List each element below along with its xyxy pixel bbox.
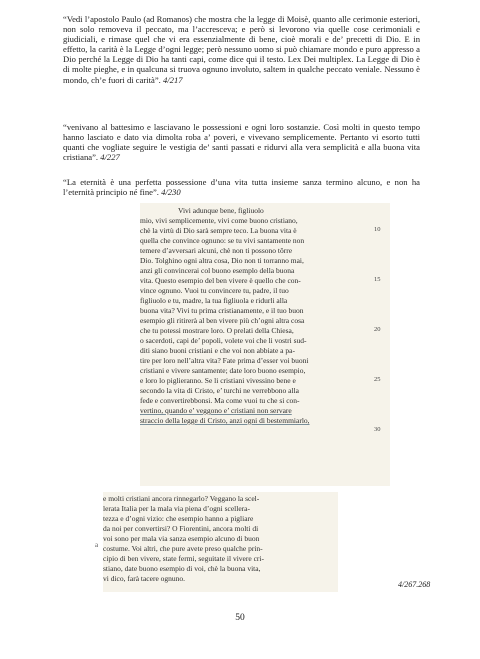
clipping-line: che tu potessi mostrare loro. O prelati della Chiesa,: [140, 326, 294, 335]
clipping-line: vi dico, farà tacere ognuno.: [103, 574, 186, 583]
paragraph-3-reference: 4/230: [161, 187, 181, 198]
clipping-line: cipio di ben vivere, state fermi, seguitate il vivere cri-: [103, 554, 264, 563]
paragraph-3: [63, 177, 420, 197]
page-number: 50: [235, 613, 245, 623]
clipping-line: tezza e d’ogni vizio: che esempio hanno a pigliare: [103, 514, 254, 523]
clipping-line: tire per loro nell’altra vita? Fate prima d’esser voi buoni: [140, 356, 309, 365]
paragraph-2-reference: 4/227: [100, 152, 120, 163]
clipping-line: costume. Voi altri, che pure avete preso qualche prin-: [103, 544, 263, 553]
book-clipping-bottom: [103, 492, 338, 592]
clipping-line: lerata Italia per la mala via piena d’ogni scellera-: [103, 504, 251, 513]
clipping-line: Dio. Tolghino ogni altra cosa, Dio non ti torranno mai,: [140, 256, 304, 265]
clipping-line: buona vita? Vivi tu prima cristianamente, e il tuo buon: [140, 306, 304, 315]
line-number: 15: [374, 276, 381, 283]
clipping-line: e loro lo piglieranno. Se li cristiani vivessino bene e: [140, 376, 296, 385]
clipping-line: o sacerdoti, capi de’ popoli, volete voi che li vostri sud-: [140, 336, 307, 345]
clipping-line-highlighted: straccio della legge di Cristo, anzi ogni di bestemmiarlo,: [140, 416, 310, 425]
clipping-line: anzi gli convincerai col buono esemplo della buona: [140, 266, 295, 275]
paragraph-3-text: “La eternità è una perfetta possessione d’una vita tutta insieme sanza termino alcuno, e non ha l’eternità principio né fine”.: [63, 177, 420, 198]
margin-letter: a: [95, 541, 99, 549]
line-number: 10: [374, 226, 381, 233]
clipping-line: voi sono per mala via sanza esempio alcuno di buon: [103, 534, 260, 543]
clipping-line: stiano, date buono esempio di voi, chè la buona vita,: [103, 564, 261, 573]
clipping-line: figliuolo e tu, madre, la tua figliuola e ridurli alla: [140, 296, 288, 305]
line-number: 25: [374, 376, 381, 383]
paragraph-1: [63, 14, 420, 85]
clipping-line: da noi per convertirsi? O Fiorentini, ancora molti di: [103, 524, 259, 533]
line-number: 30: [374, 426, 381, 433]
clipping-line: fede e convertirebbonsi. Ma come vuoi tu che si con-: [140, 396, 300, 405]
paragraph-1-reference: 4/217: [163, 74, 183, 85]
side-reference: 4/267.268: [398, 580, 431, 589]
clipping-line: secondo la vita di Cristo, e’ turchi ne verrebbono alla: [140, 386, 299, 395]
clipping-line: temere d’avversari alcuni, chè non ti possono tôrre: [140, 246, 293, 255]
clipping-line: cristiani e vivere santamente; date loro buono esempio,: [140, 366, 306, 375]
clipping-line: quella che convince ognuno: se tu vivi santamente non: [140, 236, 305, 245]
paragraph-2: [63, 122, 420, 162]
clipping-line: vita. Questo esempio del ben vivere è quello che con-: [140, 276, 301, 285]
paragraph-1-text: “Vedi l’apostolo Paulo (ad Romanos) che mostra che la legge di Moisè, quanto alle cerimonie esteriori, non solo removeva il peccato, ma l’accresceva; e però si levorono via quelle cose cerimoniali e giudiciali, e rimase quel che vi era essenzialmente di bene, cioè morali e de’ precetti di Dio. E in effetto, la carità è la Legge d’ogni legge; però nessuno uomo si può chiamare mondo e puro appresso a Dio perché la Legge di Dio ha tanti capi, come dice qui il testo. Lex Dei multiplex. La Legge di Dio è di molte pieghe, e in qualcuna si truova ognuno involuto, saltem in qualche peccato veniale. Nessuno è mondo, ch’e fuori di carità”.: [63, 14, 420, 85]
paragraph-2-text: “venivano al battesimo e lasciavano le possessioni e ogni loro sostanzie. Così molti in questo tempo hanno lasciato e dato via dimolta roba a’ poveri, e vivevano semplicemente. Pertanto vi esorto tutti quanti che vogliate seguire le vestigia de’ santi passati e ridurvi alla vera semplicità e alla buona vita cristiana”.: [63, 122, 420, 163]
clipping-line: Vivi adunque bene, figliuolo: [178, 206, 264, 215]
clipping-line: esempio gli ritirerà al ben vivere più ch’ogni altra cosa: [140, 316, 305, 325]
clipping-line: vince ognuno. Vuoi tu convincere tu, padre, il tuo: [140, 286, 289, 295]
clipping-line: chè la virtù di Dio sarà sempre teco. La buona vita è: [140, 226, 297, 235]
clipping-line: e molti cristiani ancora rinnegarlo? Veggano la scel-: [103, 494, 260, 503]
clipping-line: mio, vivi semplicemente, vivi come buono cristiano,: [140, 216, 298, 225]
clipping-line-highlighted: vertino, quando e’ veggono e’ cristiani non servare: [140, 406, 292, 415]
line-number: 20: [374, 326, 381, 333]
book-clipping-top: [140, 203, 390, 486]
clipping-line: diti siano buoni cristiani e che voi non abbiate a pa-: [140, 346, 295, 355]
